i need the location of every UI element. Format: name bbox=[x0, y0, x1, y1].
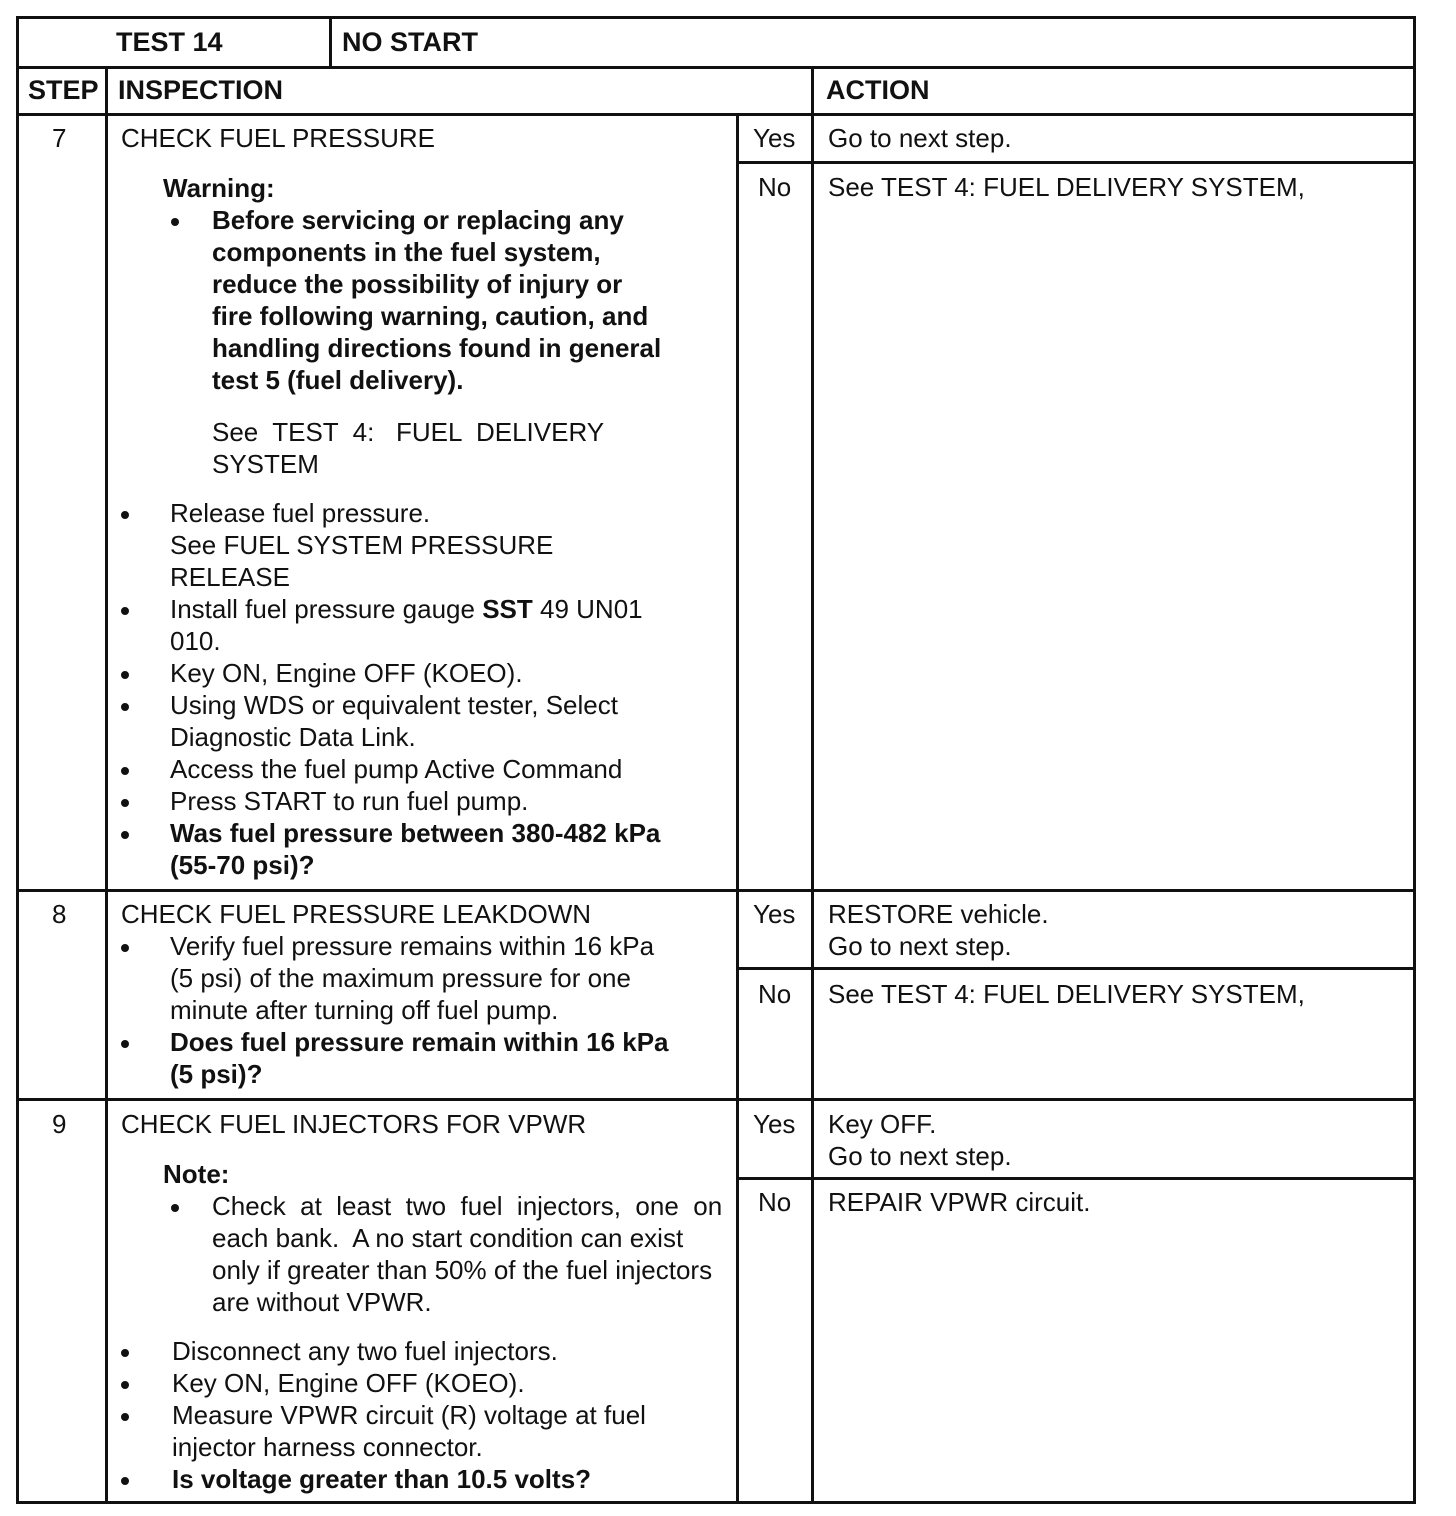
bullet bbox=[121, 1040, 129, 1048]
procedure-text: 010. bbox=[170, 626, 221, 656]
bullet bbox=[121, 799, 129, 807]
warning-text: test 5 (fuel delivery). bbox=[212, 365, 464, 395]
step-column-header: STEP bbox=[28, 75, 99, 105]
question-text: Is voltage greater than 10.5 volts? bbox=[172, 1464, 592, 1494]
divider bbox=[16, 889, 1416, 892]
step-number: 8 bbox=[52, 899, 67, 929]
yes-label: Yes bbox=[753, 123, 796, 153]
note-text: Check at least two fuel injectors, one on bbox=[212, 1191, 723, 1221]
divider bbox=[738, 967, 1416, 970]
bullet bbox=[121, 944, 129, 952]
procedure-text: Diagnostic Data Link. bbox=[170, 722, 416, 752]
warning-label: Warning: bbox=[163, 173, 275, 203]
yes-action: Go to next step. bbox=[828, 931, 1012, 961]
note-label: Note: bbox=[163, 1159, 230, 1189]
procedure-text: injector harness connector. bbox=[172, 1432, 483, 1462]
procedure-text: Key ON, Engine OFF (KOEO). bbox=[170, 658, 523, 688]
procedure-text: Using WDS or equivalent tester, Select bbox=[170, 690, 618, 720]
divider bbox=[16, 66, 1416, 69]
bullet bbox=[121, 831, 129, 839]
divider bbox=[738, 161, 1416, 164]
yes-label: Yes bbox=[753, 899, 796, 929]
yes-action: RESTORE vehicle. bbox=[828, 899, 1049, 929]
yes-action: Go to next step. bbox=[828, 123, 1012, 153]
note-text: each bank. A no start condition can exist bbox=[212, 1223, 684, 1253]
step-number: 7 bbox=[52, 123, 67, 153]
yes-action: Key OFF. bbox=[828, 1109, 937, 1139]
procedure-text: Disconnect any two fuel injectors. bbox=[172, 1336, 558, 1366]
diagnostic-table bbox=[16, 16, 1416, 1504]
divider bbox=[738, 1177, 1416, 1180]
procedure-text: Release fuel pressure. bbox=[170, 498, 431, 528]
bullet bbox=[121, 671, 129, 679]
reference-text: See TEST 4: FUEL DELIVERY bbox=[212, 417, 605, 447]
divider bbox=[16, 113, 1416, 116]
no-label: No bbox=[758, 1187, 792, 1217]
bullet bbox=[121, 607, 129, 615]
warning-text: reduce the possibility of injury or bbox=[212, 269, 623, 299]
question-text: (55-70 psi)? bbox=[170, 850, 315, 880]
procedure-text: Measure VPWR circuit (R) voltage at fuel bbox=[172, 1400, 646, 1430]
step-number: 9 bbox=[52, 1109, 67, 1139]
note-text: are without VPWR. bbox=[212, 1287, 432, 1317]
bullet bbox=[121, 511, 129, 519]
procedure-text: Install fuel pressure gauge SST 49 UN01 bbox=[170, 594, 643, 624]
test-title: NO START bbox=[342, 27, 478, 57]
no-action: REPAIR VPWR circuit. bbox=[828, 1187, 1091, 1217]
bullet bbox=[121, 767, 129, 775]
test-number: TEST 14 bbox=[116, 27, 223, 57]
no-action: See TEST 4: FUEL DELIVERY SYSTEM, bbox=[828, 979, 1305, 1009]
question-text: (5 psi)? bbox=[170, 1059, 263, 1089]
step-title: CHECK FUEL PRESSURE LEAKDOWN bbox=[121, 899, 592, 929]
procedure-text: RELEASE bbox=[170, 562, 290, 592]
bullet bbox=[171, 1204, 179, 1212]
divider bbox=[811, 66, 814, 1504]
action-column-header: ACTION bbox=[826, 75, 930, 105]
procedure-text: Key ON, Engine OFF (KOEO). bbox=[172, 1368, 525, 1398]
divider bbox=[736, 113, 739, 1504]
divider bbox=[16, 1098, 1416, 1101]
procedure-text: Access the fuel pump Active Command bbox=[170, 754, 623, 784]
divider bbox=[105, 66, 108, 1504]
yes-action: Go to next step. bbox=[828, 1141, 1012, 1171]
no-action: See TEST 4: FUEL DELIVERY SYSTEM, bbox=[828, 172, 1305, 202]
procedure-text: Press START to run fuel pump. bbox=[170, 786, 529, 816]
warning-text: fire following warning, caution, and bbox=[212, 301, 649, 331]
procedure-text: Verify fuel pressure remains within 16 kPa bbox=[170, 931, 655, 961]
warning-text: Before servicing or replacing any bbox=[212, 205, 624, 235]
bullet bbox=[121, 1349, 129, 1357]
bullet bbox=[121, 1413, 129, 1421]
note-text: only if greater than 50% of the fuel injectors bbox=[212, 1255, 713, 1285]
bullet bbox=[121, 703, 129, 711]
procedure-text: See FUEL SYSTEM PRESSURE bbox=[170, 530, 554, 560]
no-label: No bbox=[758, 172, 792, 202]
inspection-column-header: INSPECTION bbox=[118, 75, 284, 105]
step-title: CHECK FUEL INJECTORS FOR VPWR bbox=[121, 1109, 587, 1139]
question-text: Does fuel pressure remain within 16 kPa bbox=[170, 1027, 669, 1057]
reference-text: SYSTEM bbox=[212, 449, 319, 479]
step-title: CHECK FUEL PRESSURE bbox=[121, 123, 435, 153]
bullet bbox=[121, 1477, 129, 1485]
yes-label: Yes bbox=[753, 1109, 796, 1139]
bullet bbox=[171, 218, 179, 226]
procedure-text: minute after turning off fuel pump. bbox=[170, 995, 559, 1025]
bullet bbox=[121, 1381, 129, 1389]
no-label: No bbox=[758, 979, 792, 1009]
question-text: Was fuel pressure between 380-482 kPa bbox=[170, 818, 661, 848]
procedure-text: (5 psi) of the maximum pressure for one bbox=[170, 963, 631, 993]
warning-text: handling directions found in general bbox=[212, 333, 662, 363]
warning-text: components in the fuel system, bbox=[212, 237, 601, 267]
divider bbox=[329, 16, 332, 67]
